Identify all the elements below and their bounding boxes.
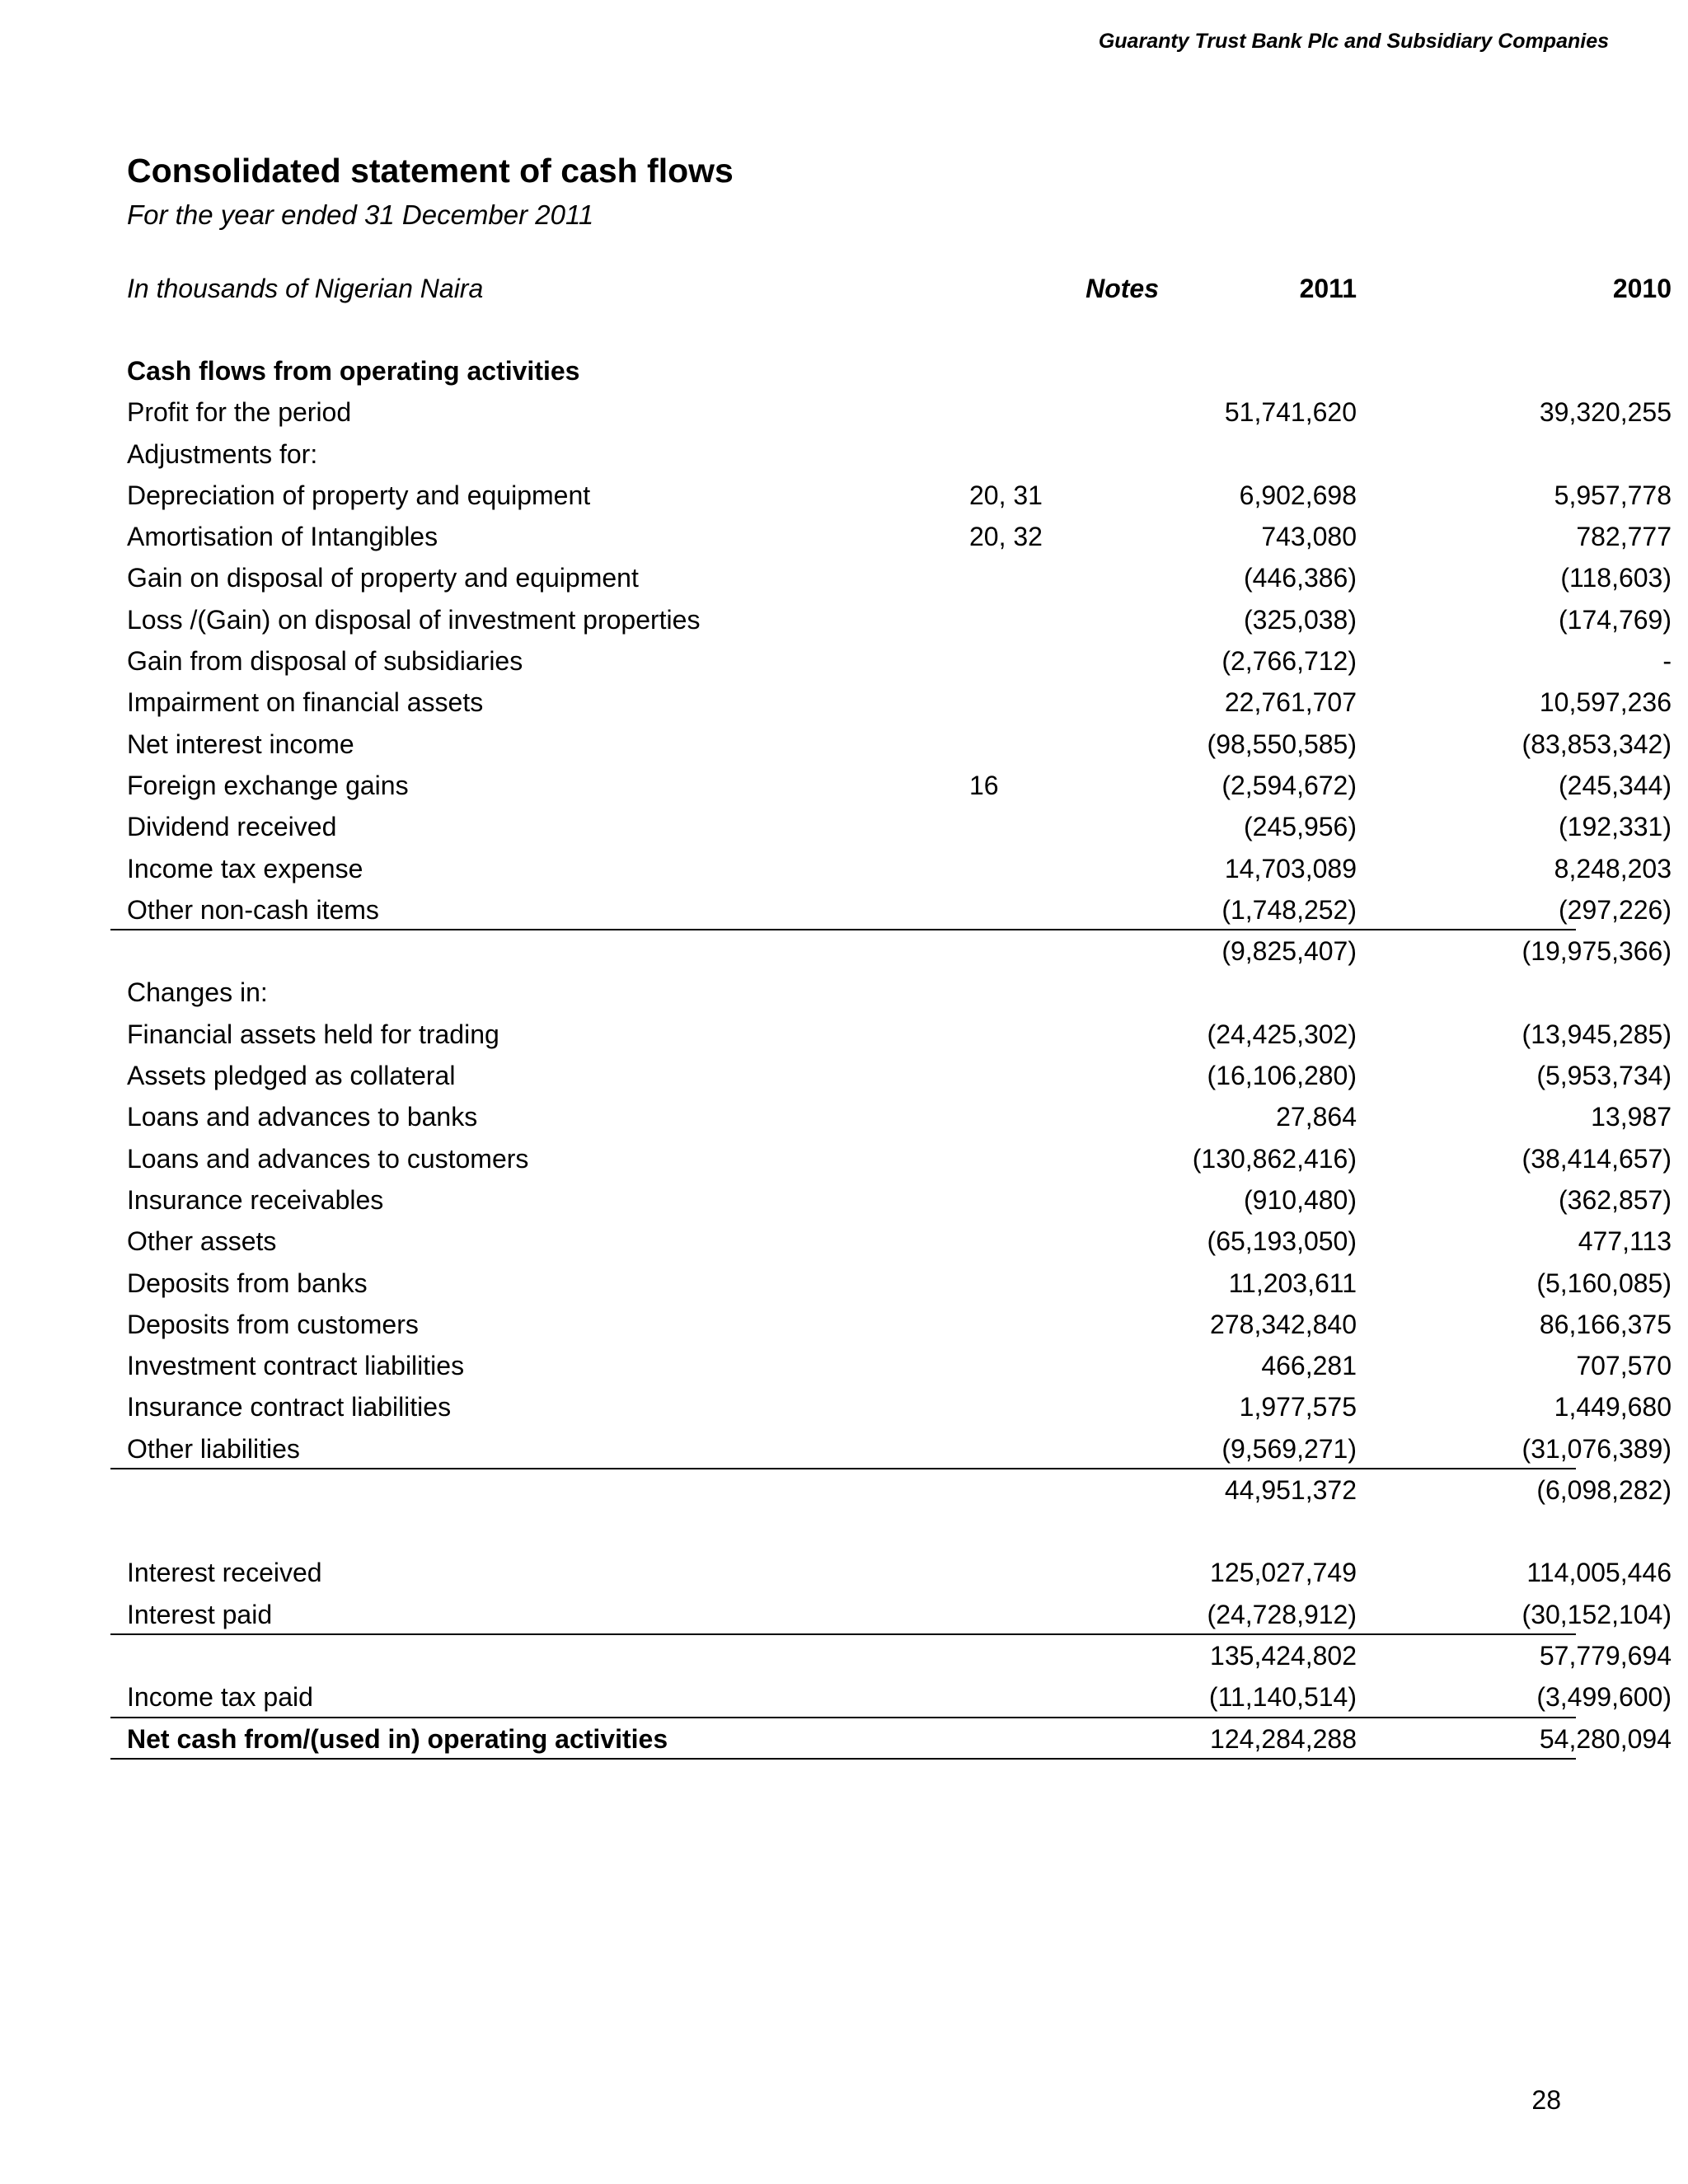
value-2010: (83,853,342)	[1522, 729, 1672, 759]
subtotal-row	[110, 1635, 1672, 1676]
row-label: Other non-cash items	[127, 894, 379, 925]
value-2011: 125,027,749	[1210, 1558, 1357, 1588]
value-2010: 39,320,255	[1539, 397, 1672, 428]
value-2011: (98,550,585)	[1207, 729, 1357, 759]
statement-subtitle: For the year ended 31 December 2011	[127, 199, 594, 230]
section-heading: Cash flows from operating activities	[127, 356, 580, 386]
row-label: Gain on disposal of property and equipment	[127, 563, 639, 593]
value-2011: (2,766,712)	[1221, 646, 1357, 677]
year-2010-column-header: 2010	[1612, 274, 1672, 303]
row-label: Gain from disposal of subsidiaries	[127, 646, 523, 677]
value-2011: (24,425,302)	[1207, 1019, 1357, 1049]
value-2011: 22,761,707	[1224, 687, 1357, 718]
row-label: Depreciation of property and equipment	[127, 480, 591, 510]
statement-title: Consolidated statement of cash flows	[127, 152, 734, 190]
value-2010: 477,113	[1578, 1226, 1672, 1257]
table-row	[110, 1304, 1672, 1345]
value-2010: 782,777	[1576, 522, 1672, 552]
table-row	[110, 1014, 1672, 1055]
value-2011: 466,281	[1261, 1351, 1357, 1381]
adjustments-heading-row	[110, 434, 1576, 475]
value-2010: (118,603)	[1560, 563, 1672, 593]
cash-flow-table	[110, 268, 1672, 1760]
table-row	[110, 848, 1672, 889]
table-row	[110, 1179, 1672, 1221]
row-label: Interest paid	[127, 1599, 273, 1629]
row-label: Dividend received	[127, 812, 337, 842]
value-2010: -	[1662, 646, 1672, 677]
value-2010: (362,857)	[1559, 1184, 1672, 1215]
currency-unit-label: In thousands of Nigerian Naira	[127, 274, 484, 303]
row-label: Deposits from banks	[127, 1268, 368, 1298]
value-2010: (5,160,085)	[1536, 1268, 1672, 1298]
table-row	[110, 557, 1672, 598]
subtotal-row	[110, 930, 1672, 972]
subtotal-2011: 44,951,372	[1224, 1475, 1357, 1506]
subtotal-2010: (6,098,282)	[1536, 1475, 1672, 1506]
row-label: Deposits from customers	[127, 1309, 419, 1339]
value-2011: (130,862,416)	[1192, 1143, 1357, 1174]
row-label: Amortisation of Intangibles	[127, 522, 438, 552]
value-2011: 27,864	[1276, 1102, 1357, 1132]
value-2010: 5,957,778	[1554, 480, 1672, 510]
table-row	[110, 516, 1672, 557]
row-label: Other liabilities	[127, 1433, 300, 1464]
row-notes: 20, 32	[969, 522, 1043, 552]
value-2011: 743,080	[1261, 522, 1357, 552]
company-header: Guaranty Trust Bank Plc and Subsidiary Companies	[1098, 30, 1609, 53]
value-2011: 11,203,611	[1228, 1268, 1357, 1298]
value-2011: (910,480)	[1244, 1184, 1357, 1215]
table-row	[110, 765, 1672, 806]
value-2011: (325,038)	[1244, 604, 1357, 635]
row-label: Foreign exchange gains	[127, 770, 409, 800]
value-2010: (13,945,285)	[1522, 1019, 1672, 1049]
row-label: Assets pledged as collateral	[127, 1061, 456, 1091]
table-row	[110, 1263, 1672, 1304]
year-2011-column-header: 2011	[1299, 274, 1357, 303]
table-row	[110, 889, 1672, 930]
subtotal-row	[110, 1469, 1672, 1511]
value-2010: (174,769)	[1559, 604, 1672, 635]
table-row	[110, 1138, 1672, 1179]
adjustments-group	[110, 475, 1672, 930]
value-2011: (1,748,252)	[1221, 894, 1357, 925]
value-2011: (24,728,912)	[1207, 1599, 1357, 1629]
interest-paid-row	[110, 1594, 1672, 1635]
column-header-row	[110, 268, 1672, 314]
value-2011: (446,386)	[1244, 563, 1357, 593]
row-label: Other assets	[127, 1226, 277, 1257]
value-2010: 13,987	[1591, 1102, 1672, 1132]
subtotal-2011: (9,825,407)	[1221, 936, 1357, 967]
table-row	[110, 475, 1672, 516]
spacer	[110, 314, 1576, 350]
value-2011: 278,342,840	[1210, 1309, 1357, 1339]
value-2010: (245,344)	[1559, 770, 1672, 800]
table-row	[110, 640, 1672, 682]
row-label: Loss /(Gain) on disposal of investment properties	[127, 604, 701, 635]
table-row	[110, 1096, 1672, 1137]
income-tax-paid-row	[110, 1676, 1672, 1718]
net-cash-label: Net cash from/(used in) operating activities	[127, 1723, 668, 1754]
row-label: Loans and advances to banks	[127, 1102, 478, 1132]
table-row	[110, 599, 1672, 640]
value-2010: (30,152,104)	[1522, 1599, 1672, 1629]
value-2010: 114,005,446	[1526, 1558, 1672, 1588]
changes-heading: Changes in:	[127, 977, 268, 1008]
row-notes: 16	[969, 770, 999, 800]
table-row	[110, 1345, 1672, 1386]
table-row	[110, 1428, 1672, 1469]
value-2010: 10,597,236	[1539, 687, 1672, 718]
value-2011: (245,956)	[1244, 812, 1357, 842]
value-2011: 51,741,620	[1224, 397, 1357, 428]
value-2010: (297,226)	[1559, 894, 1672, 925]
value-2010: (192,331)	[1559, 812, 1672, 842]
row-label: Insurance contract liabilities	[127, 1392, 452, 1422]
page-number: 28	[1531, 2085, 1561, 2115]
row-label: Loans and advances to customers	[127, 1143, 529, 1174]
value-2010: (3,499,600)	[1536, 1682, 1672, 1713]
changes-heading-row	[110, 972, 1576, 1013]
spacer	[110, 1511, 1576, 1552]
value-2010: (31,076,389)	[1522, 1433, 1672, 1464]
value-2010: 1,449,680	[1554, 1392, 1672, 1422]
subtotal-2011: 135,424,802	[1210, 1640, 1357, 1671]
table-row	[110, 1055, 1672, 1096]
row-label: Income tax expense	[127, 853, 363, 883]
interest-received-row	[110, 1552, 1672, 1593]
table-row	[110, 682, 1672, 723]
row-label: Investment contract liabilities	[127, 1351, 465, 1381]
row-notes: 20, 31	[969, 480, 1043, 510]
value-2011: 1,977,575	[1239, 1392, 1357, 1422]
value-2011: 6,902,698	[1239, 480, 1357, 510]
net-cash-2010: 54,280,094	[1539, 1723, 1672, 1754]
row-label: Impairment on financial assets	[127, 687, 484, 718]
value-2010: 8,248,203	[1554, 853, 1672, 883]
row-label: Profit for the period	[127, 397, 352, 428]
value-2010: 707,570	[1576, 1351, 1672, 1381]
row-label: Insurance receivables	[127, 1184, 384, 1215]
table-row	[110, 806, 1672, 847]
value-2011: (11,140,514)	[1208, 1682, 1357, 1713]
value-2011: 14,703,089	[1224, 853, 1357, 883]
notes-column-header: Notes	[1085, 274, 1159, 303]
adjustments-heading: Adjustments for:	[127, 438, 318, 469]
subtotal-2010: (19,975,366)	[1522, 936, 1672, 967]
net-cash-2011: 124,284,288	[1210, 1723, 1357, 1754]
changes-group	[110, 1014, 1672, 1469]
row-label: Income tax paid	[127, 1682, 313, 1713]
subtotal-2010: 57,779,694	[1539, 1640, 1672, 1671]
value-2011: (65,193,050)	[1207, 1226, 1357, 1257]
value-2011: (2,594,672)	[1221, 770, 1357, 800]
value-2010: (5,953,734)	[1536, 1061, 1672, 1091]
table-row	[110, 1221, 1672, 1262]
table-row	[110, 724, 1672, 765]
value-2010: (38,414,657)	[1522, 1143, 1672, 1174]
value-2011: (16,106,280)	[1207, 1061, 1357, 1091]
net-cash-row	[110, 1718, 1672, 1760]
row-label: Net interest income	[127, 729, 354, 759]
row-label: Financial assets held for trading	[127, 1019, 499, 1049]
value-2010: 86,166,375	[1539, 1309, 1672, 1339]
section-heading-row	[110, 350, 1576, 391]
row-label: Interest received	[127, 1558, 322, 1588]
value-2011: (9,569,271)	[1221, 1433, 1357, 1464]
table-row	[110, 1386, 1672, 1427]
profit-row	[110, 391, 1672, 433]
